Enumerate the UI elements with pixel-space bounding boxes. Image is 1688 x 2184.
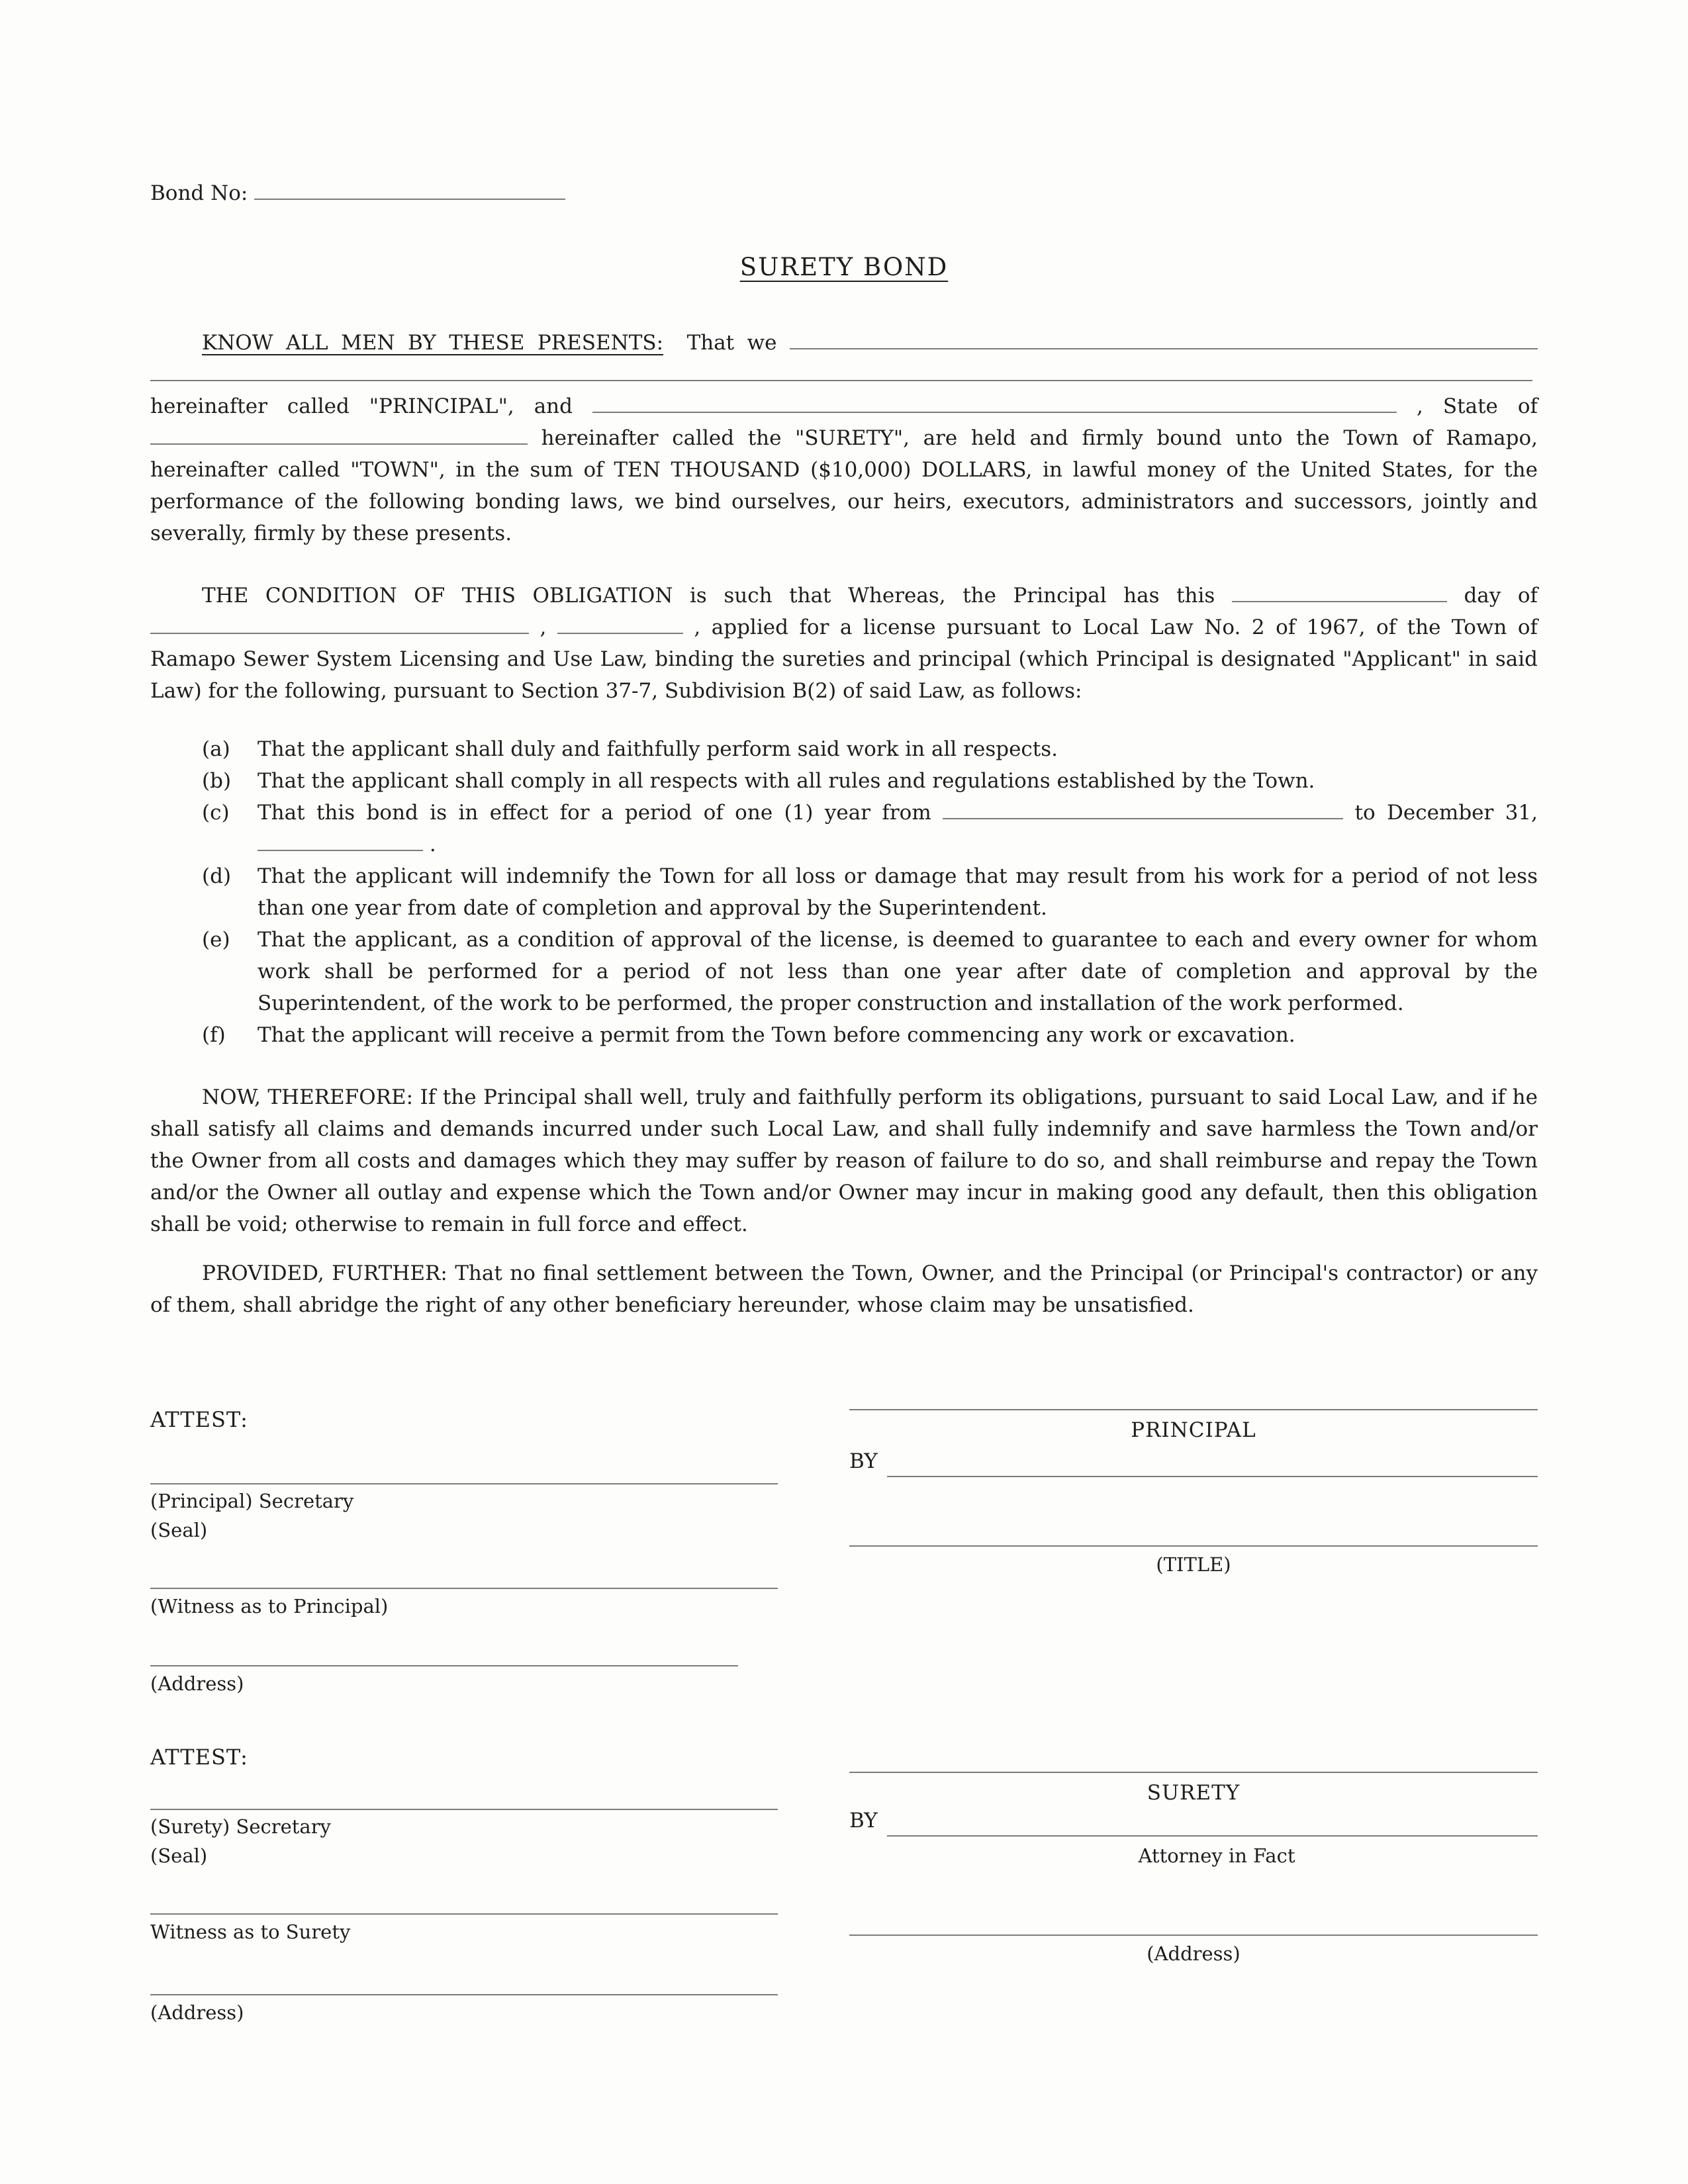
witness-surety-address-line[interactable] [150,1994,778,1995]
surety-address-caption: (Address) [1147,1942,1241,1965]
bond-no-label: Bond No: [150,181,248,205]
principal-seal-caption: (Seal) [150,1519,208,1541]
surety-secretary-line[interactable] [150,1809,778,1810]
clause-e [202,924,1538,1019]
title-line[interactable] [849,1545,1538,1547]
day-of-text: day of [1464,584,1538,608]
condition-day-field[interactable] [1232,592,1447,602]
document-title: SURETY BOND [739,253,949,281]
clause-f [202,1019,1538,1051]
clause-a-text: That the applicant shall duly and faithfully perform said work in all respects. [258,737,1058,761]
surety-seal-caption: (Seal) [150,1844,208,1867]
clause-b [202,765,1538,797]
by-surety-label: BY [849,1809,878,1833]
bond-end-year-field[interactable] [258,841,423,851]
clause-c-period: . [429,833,436,856]
signing-column [849,1390,1538,2052]
bond-no-field[interactable] [254,189,565,200]
opening-paragraph [150,327,1538,549]
by-principal-row [849,1447,1538,1477]
opening-body-text: hereinafter called the "SURETY", are held and firmly bound unto the Town of Ramapo, hereinafter called "TOWN", in the sum of TEN THOUSAND ($10,000) DOLLARS, in lawful money of the United States, for the performance of the following bonding laws, we bind ourselves, our heirs, executors, administrators and successors, jointly and severally, firmly by these presents. [150,426,1538,545]
by-principal-line[interactable] [887,1445,1538,1477]
provided-further-text: PROVIDED, FURTHER: That no final settlement between the Town, Owner, and the Principal (or Principal's contractor) or any of them, shall abridge the right of any other beneficiary hereunder, whose claim may be unsatisfied. [150,1261,1538,1317]
attest-column [150,1390,778,2052]
now-therefore-text: NOW, THEREFORE: If the Principal shall well, truly and faithfully perform its obligations, pursuant to said Local Law, and if he shall satisfy all claims and demands incurred under such Local Law, and shall fully indemnify and save harmless the Town and/or the Owner from all costs and damages which they may suffer by reason of failure to do so, and shall reimburse and repay the Town and/or the Owner all outlay and expense which the Town and/or Owner may incur in making good any default, then this obligation shall be void; otherwise to remain in full force and effect. [150,1085,1538,1236]
witness-surety-address-caption: (Address) [150,2001,244,2024]
condition-month-field[interactable] [150,623,529,634]
clause-c-text [258,797,1538,860]
attorney-in-fact-caption: Attorney in Fact [1138,1844,1295,1867]
witness-principal-line[interactable] [150,1588,778,1589]
clause-f-label: (f) [202,1023,226,1047]
clause-d [202,860,1538,924]
surety-state-field[interactable] [150,434,528,445]
clause-c [202,797,1538,860]
principal-secretary-caption: (Principal) Secretary [150,1490,354,1512]
clause-a [202,733,1538,765]
principal-signature-line[interactable] [849,1409,1538,1410]
clause-c-december-text: to December 31, [1354,801,1538,825]
clause-d-text: That the applicant will indemnify the Town for all loss or damage that may result from his work for a period of not less than one year from date of completion and approval by the Superintendent. [258,864,1538,920]
clause-a-label: (a) [202,737,230,761]
clause-b-label: (b) [202,769,232,793]
clause-e-text: That the applicant, as a condition of approval of the license, is deemed to guarantee to each and every owner for whom work shall be performed for a period of not less than one year after date of completion and approval by the Superintendent, of the work to be performed, the proper construction and installation of the work performed. [258,928,1538,1015]
know-all-men-heading: KNOW ALL MEN BY THESE PRESENTS: [202,331,664,355]
surety-name-field[interactable] [592,402,1397,413]
by-principal-label: BY [849,1449,878,1473]
by-attorney-line[interactable] [887,1805,1538,1837]
principal-heading: PRINCIPAL [1131,1418,1256,1442]
principal-name-field[interactable] [790,339,1538,349]
clause-b-text: That the applicant shall comply in all respects with all rules and regulations established by the Town. [258,769,1315,793]
principal-called-text: hereinafter called "PRINCIPAL", and [150,394,573,418]
surety-signature-line[interactable] [849,1772,1538,1773]
attest-principal-label: ATTEST: [150,1407,248,1432]
clause-f-text: That the applicant will receive a permit from the Town before commencing any work or excavation. [258,1023,1295,1047]
now-therefore-paragraph [150,1081,1538,1240]
surety-address-line[interactable] [849,1934,1538,1936]
clause-c-lead-text: That this bond is in effect for a period of one (1) year from [258,801,931,825]
surety-secretary-caption: (Surety) Secretary [150,1815,331,1838]
surety-heading: SURETY [1147,1781,1241,1805]
condition-year-field[interactable] [557,623,683,634]
by-surety-row [849,1806,1538,1837]
that-we-text: That we [686,331,777,355]
principal-address-line[interactable] [150,1665,738,1666]
clause-d-label: (d) [202,864,232,888]
condition-paragraph [150,580,1538,707]
condition-body-text: , applied for a license pursuant to Local Law No. 2 of 1967, of the Town of Ramapo Sewer System Licensing and Use Law, binding the sureties and principal (which Principal is designated "Applicant" in said Law) for the following, pursuant to Section 37-7, Subdivision B(2) of said Law, as follows: [150,615,1538,703]
principal-continuation-field[interactable] [150,371,1532,381]
witness-surety-caption: Witness as to Surety [150,1921,351,1943]
signature-area [150,1390,1538,2052]
clause-list [150,733,1538,1051]
condition-lead-text: THE CONDITION OF THIS OBLIGATION is such that Whereas, the Principal has this [202,584,1215,608]
provided-further-paragraph [150,1257,1538,1321]
witness-surety-line[interactable] [150,1913,778,1915]
bond-start-date-field[interactable] [943,809,1343,819]
condition-comma: , [539,615,547,639]
bond-no-row [150,177,1538,209]
title-caption: (TITLE) [1156,1553,1231,1576]
principal-address-caption: (Address) [150,1672,244,1695]
clause-c-label: (c) [202,801,230,825]
state-of-text: , State of [1417,394,1538,418]
principal-secretary-line[interactable] [150,1483,778,1484]
attest-surety-label: ATTEST: [150,1745,248,1770]
clause-e-label: (e) [202,928,230,952]
witness-principal-caption: (Witness as to Principal) [150,1595,389,1617]
